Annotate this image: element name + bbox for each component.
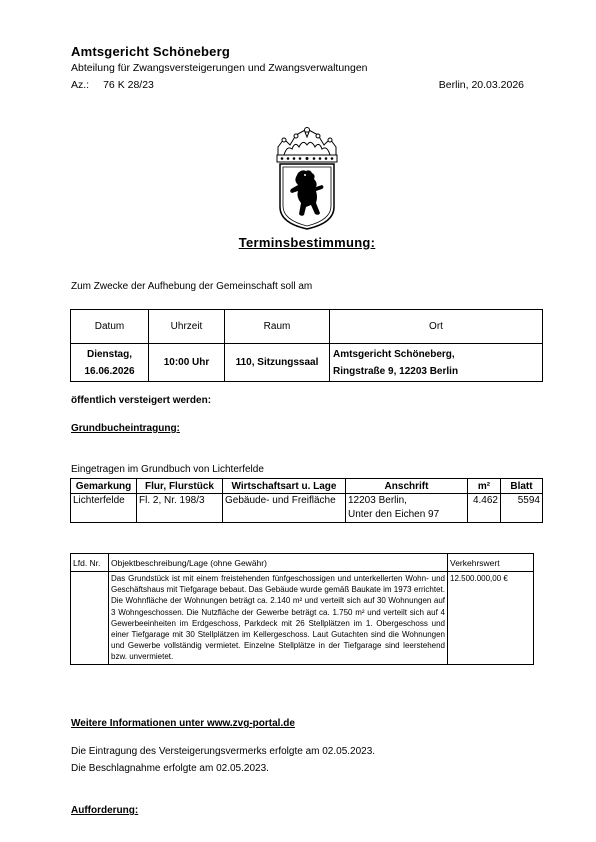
cell-anschrift <box>346 494 468 523</box>
column-header: Uhrzeit <box>149 310 225 344</box>
column-header: Verkehrswert <box>448 554 534 572</box>
cell-wirtschaftsart: Gebäude- und Freifläche <box>223 494 346 523</box>
land-register-intro: Eingetragen im Grundbuch von Lichterfelde <box>71 464 264 475</box>
date-value: 16.06.2026 <box>84 365 135 377</box>
column-header: Gemarkung <box>71 479 137 494</box>
cell-lfd-nr <box>71 572 109 665</box>
address-street: Unter den Eichen 97 <box>348 509 440 520</box>
file-number-value: 76 K 28/23 <box>103 79 154 91</box>
column-header: Datum <box>71 310 149 344</box>
cell-gemarkung: Lichterfelde <box>71 494 137 523</box>
column-header: m² <box>468 479 501 494</box>
auction-line: öffentlich versteigert werden: <box>71 395 212 406</box>
appointment-room: 110, Sitzungssaal <box>225 344 330 382</box>
court-name: Amtsgericht Schöneberg <box>71 44 230 59</box>
berlin-bear-crest-icon <box>272 125 342 230</box>
column-header: Lfd. Nr. <box>71 554 109 572</box>
appointment-place <box>330 344 543 382</box>
department-name: Abteilung für Zwangsversteigerungen und Zwangsverwaltungen <box>71 62 368 74</box>
date-weekday: Dienstag, <box>86 348 132 360</box>
column-header: Wirtschaftsart u. Lage <box>223 479 346 494</box>
table-row <box>71 572 534 665</box>
intro-text: Zum Zwecke der Aufhebung der Gemeinschaft soll am <box>71 281 313 292</box>
table-header-row <box>71 554 534 572</box>
land-register-table <box>70 478 543 523</box>
appointment-table <box>70 309 543 382</box>
cell-market-value: 12.500.000,00 € <box>448 572 534 665</box>
table-header-row <box>71 479 543 494</box>
place-name: Amtsgericht Schöneberg, <box>333 348 455 360</box>
object-table <box>70 553 534 665</box>
cell-area: 4.462 <box>468 494 501 523</box>
place-date: Berlin, 20.03.2026 <box>438 79 524 91</box>
table-row <box>71 344 543 382</box>
place-address: Ringstraße 9, 12203 Berlin <box>333 365 459 377</box>
cell-flur: Fl. 2, Nr. 198/3 <box>137 494 223 523</box>
request-heading: Aufforderung: <box>71 805 139 816</box>
document-title: Terminsbestimmung: <box>238 235 376 250</box>
table-header-row <box>71 310 543 344</box>
file-number <box>71 79 154 91</box>
more-info-link[interactable]: Weitere Informationen unter www.zvg-portal.de <box>71 718 295 729</box>
column-header: Blatt <box>501 479 543 494</box>
column-header: Flur, Flurstück <box>137 479 223 494</box>
cell-description: Das Grundstück ist mit einem freistehenden fünfgeschossigen und unterkellerten Wohn- und Geschäftshaus mit Tiefgarage bebaut. Das Gebäude wurde gemäß Baukate im 1973 errichtet. Die Wohnfläche der Wohnungen beträgt ca. 2.140 m² und verteilt sich auf 30 Wohnungen auf 3 Wohngeschossen. Die Nutzfläche der Gewerbe beträgt ca. 1.750 m² und verteilt sich auf 4 Gewerbeeinheiten im Erdgeschoss, Parkdeck mit 26 Stellplätzen im 1. Obergeschoss und einer Tiefgarage mit 30 Stellplätzen im Kellergeschoss. Laut Gutachten sind die Wohnungen und Gewerbe vollständig vermietet. Einzelne Stellplätze in der Tiefgarage sind leerstehend bzw. unvermietet. <box>109 572 448 665</box>
registration-line: Die Eintragung des Versteigerungsvermerks erfolgte am 02.05.2023. <box>71 746 376 757</box>
file-number-label: Az.: <box>71 79 90 91</box>
column-header: Anschrift <box>346 479 468 494</box>
seizure-line: Die Beschlagnahme erfolgte am 02.05.2023. <box>71 763 269 774</box>
table-row <box>71 494 543 523</box>
address-city: 12203 Berlin, <box>348 495 407 506</box>
appointment-time: 10:00 Uhr <box>149 344 225 382</box>
cell-blatt: 5594 <box>501 494 543 523</box>
column-header: Raum <box>225 310 330 344</box>
appointment-date <box>71 344 149 382</box>
column-header: Ort <box>330 310 543 344</box>
land-register-heading: Grundbucheintragung: <box>71 423 180 434</box>
column-header: Objektbeschreibung/Lage (ohne Gewähr) <box>109 554 448 572</box>
